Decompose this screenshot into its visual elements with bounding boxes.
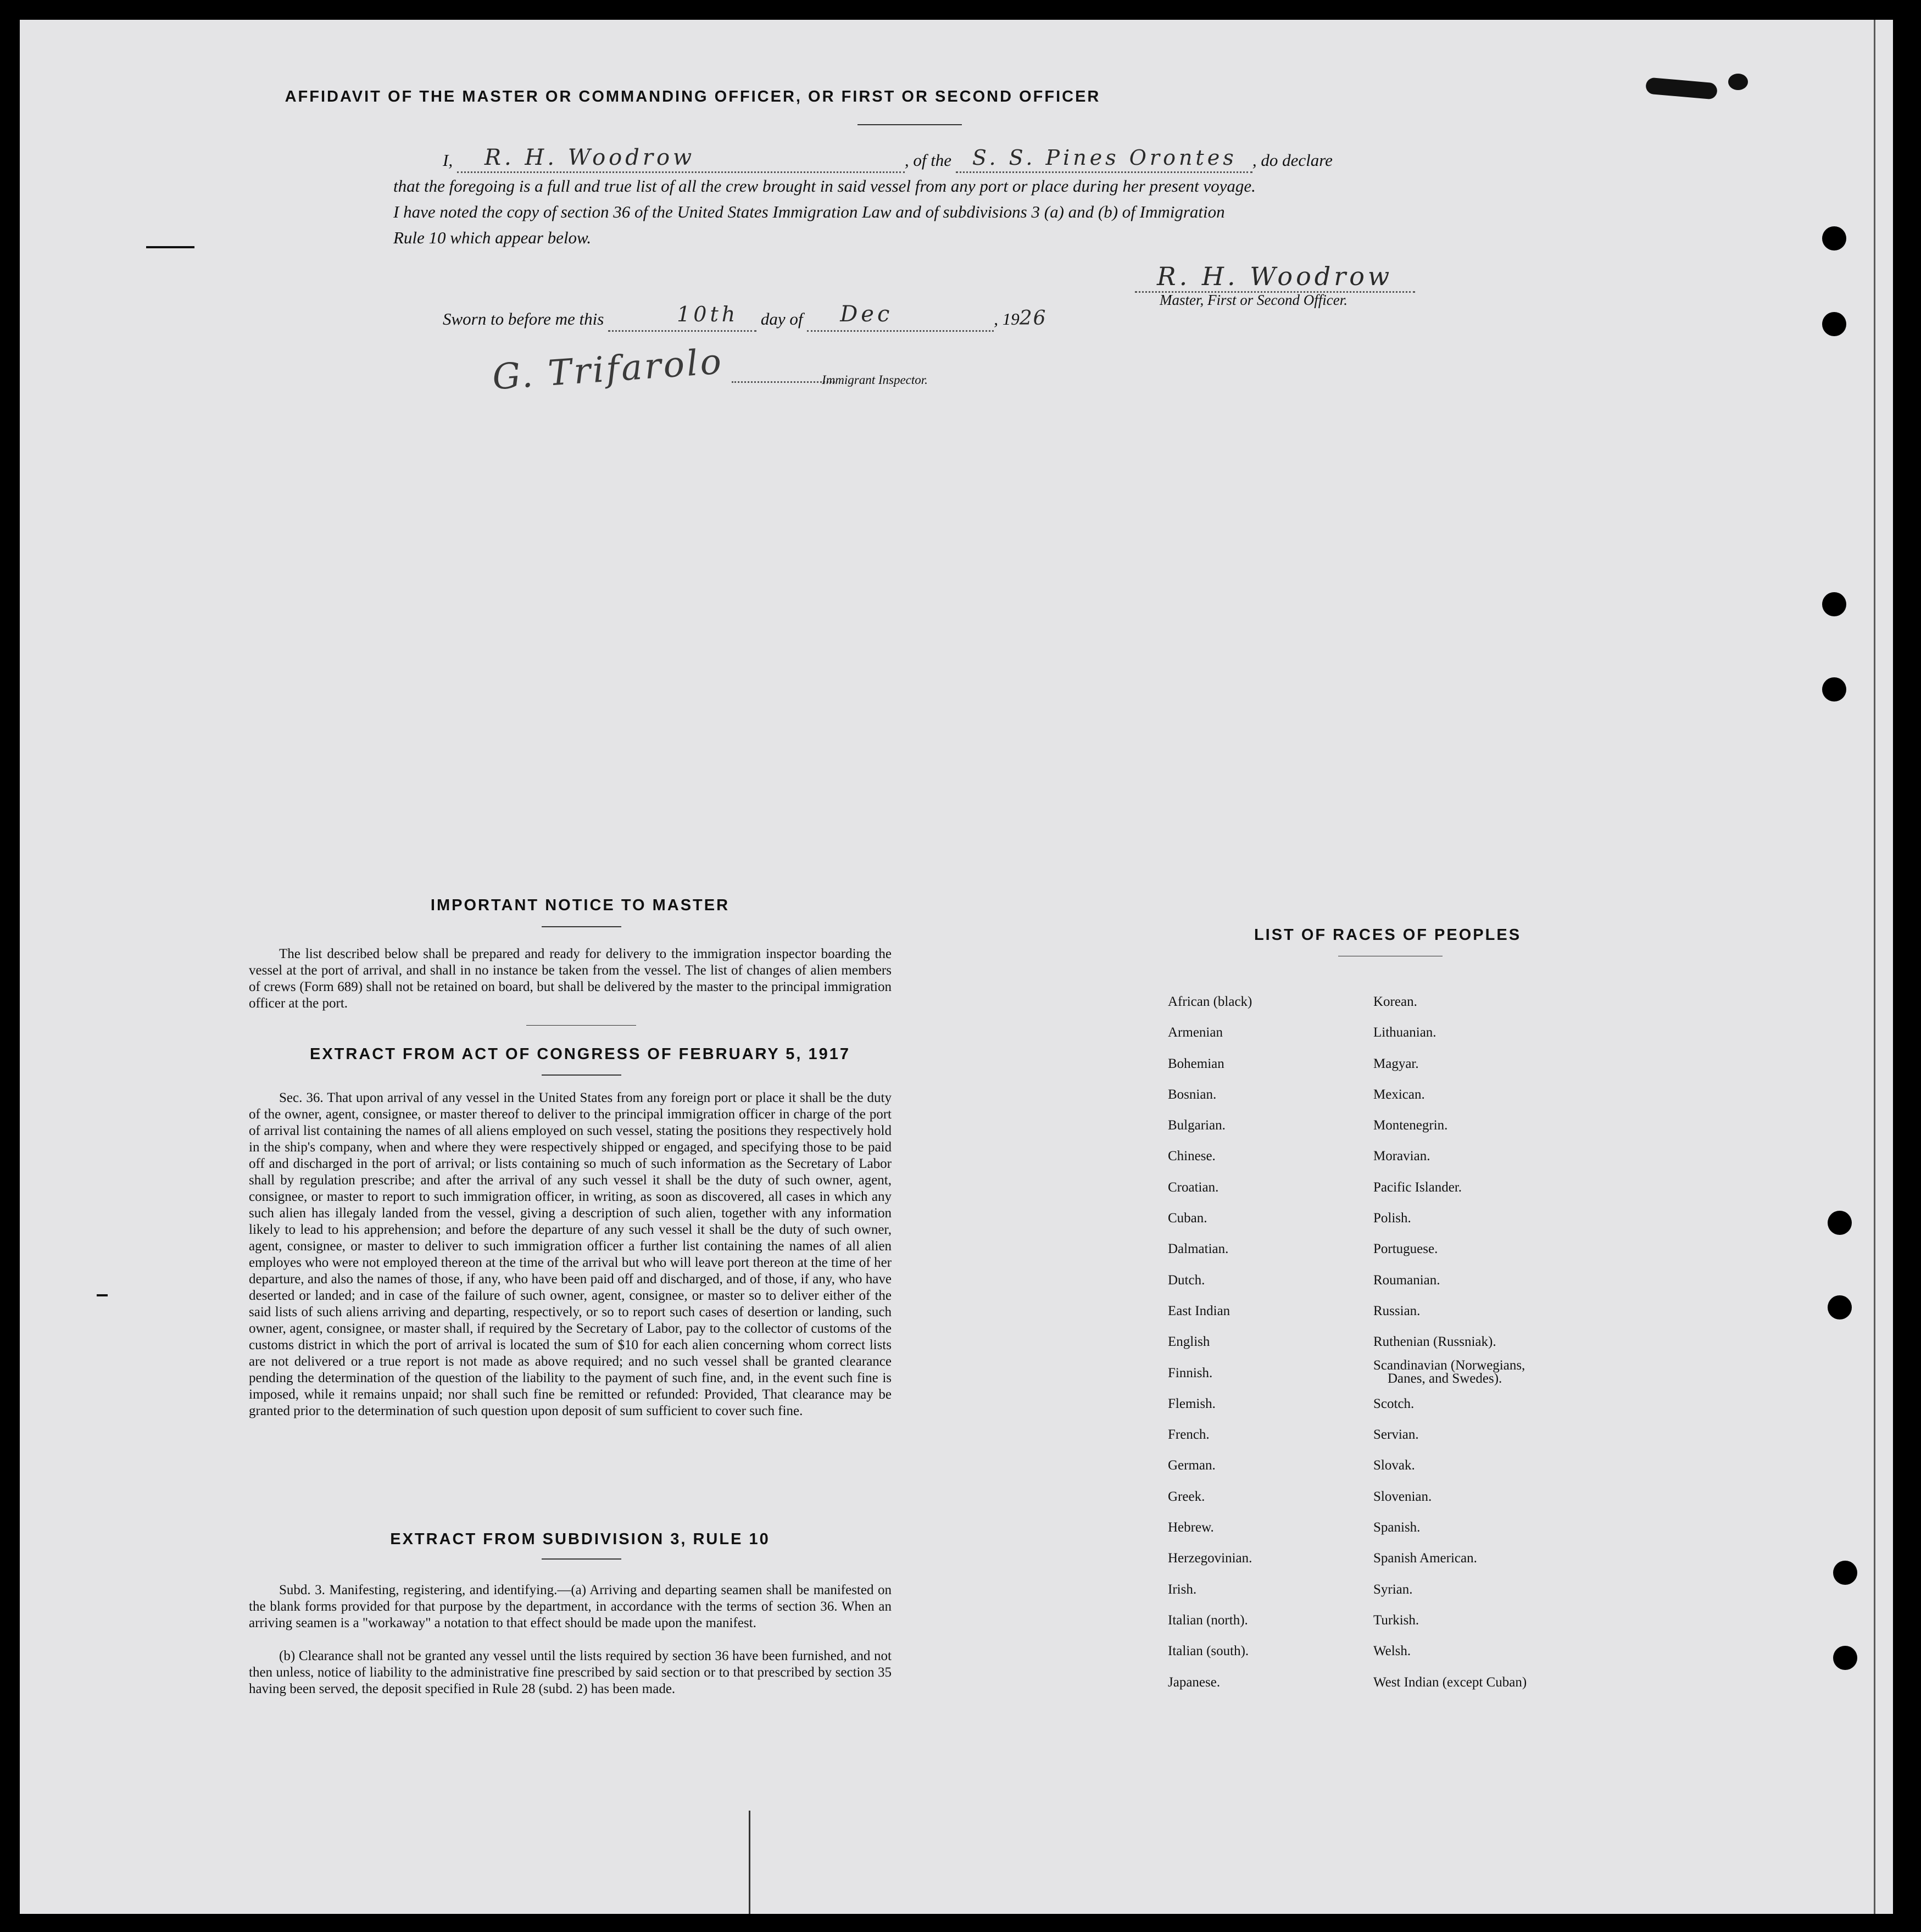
sworn-line xyxy=(443,302,1157,332)
punch-hole xyxy=(1828,1295,1852,1319)
punch-hole xyxy=(1833,1646,1857,1670)
race-item: Magyar. xyxy=(1373,1056,1419,1071)
race-item: African (black) xyxy=(1168,994,1252,1009)
race-item: Syrian. xyxy=(1373,1582,1413,1597)
master-signature-caption: Master, First or Second Officer. xyxy=(1160,292,1348,308)
notice-title: IMPORTANT NOTICE TO MASTER xyxy=(430,897,730,914)
race-item: Polish. xyxy=(1373,1211,1411,1226)
race-item: French. xyxy=(1168,1427,1210,1443)
year-prefix-label: , 19 xyxy=(994,309,1020,329)
act-title-rule xyxy=(542,1074,621,1076)
month-field xyxy=(807,302,994,332)
punch-hole xyxy=(1822,312,1846,336)
rule-title-rule xyxy=(542,1558,621,1560)
vessel-name-field xyxy=(956,146,1252,173)
race-item: Moravian. xyxy=(1373,1149,1430,1164)
race-item: Greek. xyxy=(1168,1489,1205,1504)
race-item: Dutch. xyxy=(1168,1272,1205,1288)
races-column-1 xyxy=(1168,987,1366,1698)
day-field xyxy=(608,302,756,332)
of-the-label: , of the xyxy=(904,151,952,170)
race-item: Mexican. xyxy=(1373,1087,1425,1102)
race-item: Lithuanian. xyxy=(1373,1025,1436,1040)
ink-smudge xyxy=(1645,77,1718,99)
race-item: East Indian xyxy=(1168,1303,1230,1318)
race-item: Italian (south). xyxy=(1168,1644,1249,1659)
race-item xyxy=(1373,1358,1626,1389)
punch-hole xyxy=(1822,226,1846,250)
margin-tick xyxy=(97,1294,108,1296)
race-item: Montenegrin. xyxy=(1373,1118,1448,1133)
race-item: English xyxy=(1168,1334,1210,1350)
rule-para-b: (b) Clearance shall not be granted any vessel until the lists required by section 36 have been furnished, and not then unless, notice of liability to the administrative fine prescribed by said section or to that prescribed by section 35 having been served, the deposit specified in Rule 28 (subd. 2) has been made. xyxy=(249,1649,892,1696)
punch-hole xyxy=(1822,677,1846,701)
race-item: Korean. xyxy=(1373,994,1417,1009)
race-item: Slovenian. xyxy=(1373,1489,1432,1504)
race-item: Turkish. xyxy=(1373,1612,1419,1628)
do-declare-label: , do declare xyxy=(1252,151,1333,170)
race-item: Finnish. xyxy=(1168,1365,1213,1380)
affidavit-line-2: that the foregoing is a full and true list of all the crew brought in said vessel from any port or place during her present voyage. xyxy=(393,176,1256,196)
race-item: Japanese. xyxy=(1168,1674,1221,1690)
race-item-scandinavian-cont: Danes, and Swedes). xyxy=(1388,1371,1502,1386)
sworn-label: Sworn to before me this xyxy=(443,309,604,329)
race-item: Cuban. xyxy=(1168,1211,1207,1226)
race-item: Spanish. xyxy=(1373,1520,1421,1535)
race-item: Roumanian. xyxy=(1373,1272,1440,1288)
race-item: Slovak. xyxy=(1373,1458,1415,1473)
race-item: Hebrew. xyxy=(1168,1520,1214,1535)
affidavit-line-1 xyxy=(443,147,1448,173)
punch-hole xyxy=(1822,592,1846,616)
punch-hole xyxy=(1833,1561,1857,1585)
right-edge-line xyxy=(1874,20,1875,1914)
race-item: Armenian xyxy=(1168,1025,1223,1040)
race-item-scandinavian: Scandinavian (Norwegians, xyxy=(1373,1357,1525,1373)
punch-hole xyxy=(1828,1211,1852,1235)
master-name-handwriting: R. H. Woodrow xyxy=(484,145,695,170)
race-item: Russian. xyxy=(1373,1303,1421,1318)
affidavit-title: AFFIDAVIT OF THE MASTER OR COMMANDING OFFICER, OR FIRST OR SECOND OFFICER xyxy=(285,88,1101,105)
affidavit-line-4: Rule 10 which appear below. xyxy=(393,228,592,247)
day-handwriting: 10th xyxy=(677,302,739,326)
master-name-field xyxy=(457,145,905,173)
race-item: Spanish American. xyxy=(1373,1551,1477,1566)
race-item: Servian. xyxy=(1373,1427,1419,1443)
race-item: Dalmatian. xyxy=(1168,1241,1229,1257)
race-item: Ruthenian (Russniak). xyxy=(1373,1334,1496,1350)
race-item: Welsh. xyxy=(1373,1644,1411,1659)
race-item: Herzegovinian. xyxy=(1168,1551,1252,1566)
race-item: Italian (north). xyxy=(1168,1612,1248,1628)
vessel-name-handwriting: S. S. Pines Orontes xyxy=(972,146,1237,170)
race-item: Croatian. xyxy=(1168,1179,1219,1195)
affidavit-line-3: I have noted the copy of section 36 of the United States Immigration Law and of subdivisions 3 (a) and (b) of Immigration xyxy=(393,202,1225,221)
race-item: West Indian (except Cuban) xyxy=(1373,1674,1527,1690)
race-item: Bosnian. xyxy=(1168,1087,1217,1102)
notice-body: The list described below shall be prepared and ready for delivery to the immigration inspector boarding the vessel at the port of arrival, and shall in no instance be taken from the vessel. The list of changes of alien members of crews (Form 689) shall not be retained on board, but shall be delivered by the master to the principal immigration officer at the port. xyxy=(249,946,892,1011)
year-handwriting: 26 xyxy=(1019,307,1047,330)
master-signature: R. H. Woodrow xyxy=(1135,261,1415,293)
month-handwriting: Dec xyxy=(840,302,893,327)
race-item: Scotch. xyxy=(1373,1396,1415,1411)
races-column-2 xyxy=(1373,987,1626,1698)
inspector-signature: G. Trifarolo xyxy=(491,341,725,398)
affidavit-i-label: I, xyxy=(443,151,453,170)
notice-title-rule xyxy=(542,926,621,927)
rule-title: EXTRACT FROM SUBDIVISION 3, RULE 10 xyxy=(390,1530,770,1548)
margin-dash xyxy=(146,246,194,248)
race-item: Bohemian xyxy=(1168,1056,1224,1071)
race-item: German. xyxy=(1168,1458,1216,1473)
fold-mark xyxy=(749,1811,750,1914)
ink-smudge xyxy=(1728,74,1748,90)
affidavit-title-rule xyxy=(858,124,962,125)
act-body: Sec. 36. That upon arrival of any vessel in the United States from any foreign port or place it shall be the duty of the owner, agent, consignee, or master thereof to deliver to the principal immigration officer in charge of the port of arrival list containing the names of all aliens employed on such vessel, stating the positions they respectively hold in the ship's company, when and where they were respectively shipped or engaged, and specifying those to be paid off and discharged in the port of arrival; or lists containing so much of such information as the Secretary of Labor shall by regulation prescribe; and after the arrival of any such vessel it shall be the duty of such owner, agent, consignee, or master to report to such immigration officer, in writing, as soon as discovered, all cases in which any such alien has illegaly landed from the vessel, giving a description of such alien, together with any information likely to lead to his apprehension; and before the departure of any such vessel it shall be the duty of such owner, agent, consignee, or master to deliver to such immigration officer a further list containing the names of all alien employes who were not employed thereon at the time of the arrival but who will leave port thereon at the time of her departure, and also the names of those, if any, who have been paid off and discharged, and of those, if any, who have deserted or landed; and in case of the failure of such owner, agent, consignee, or master so to deliver either of the said lists of such aliens arriving and departing, respectively, or so to report such cases of desertion or landing, such owner, agent, consignee, or master shall, if required by the Secretary of Labor, pay to the collector of customs of the customs district in which the port of arrival is located the sum of $10 for each alien concerning whom correct lists are not delivered or a true report is not made as above required; and no such vessel shall be granted clearance pending the determination of the question of the liability to the payment of such fine, and, in the event such fine is imposed, while it remains unpaid; nor shall such fine be remitted or refunded: Provided, That clearance may be granted prior to the determination of such question upon deposit of sum sufficient to cover such fine. xyxy=(249,1090,892,1418)
races-title: LIST OF RACES OF PEOPLES xyxy=(1254,926,1522,944)
document-page xyxy=(20,20,1893,1914)
act-title: EXTRACT FROM ACT OF CONGRESS OF FEBRUARY 5, 1917 xyxy=(309,1045,851,1063)
inspector-caption: Immigrant Inspector. xyxy=(822,373,928,387)
race-item: Irish. xyxy=(1168,1582,1197,1597)
notice-separator xyxy=(526,1025,636,1026)
race-item: Bulgarian. xyxy=(1168,1118,1226,1133)
race-item: Flemish. xyxy=(1168,1396,1216,1411)
race-item: Pacific Islander. xyxy=(1373,1179,1462,1195)
rule-para-a: Subd. 3. Manifesting, registering, and identifying.—(a) Arriving and departing seamen shall be manifested on the blank forms provided for that purpose by the department, in accordance with the terms of section 36. When an arriving seamen is a "workaway" a notation to that effect should be made upon the manifest. xyxy=(249,1583,892,1630)
inspector-signature-line xyxy=(732,381,835,383)
day-of-label: day of xyxy=(760,309,803,329)
race-item: Portuguese. xyxy=(1373,1241,1438,1257)
race-item: Chinese. xyxy=(1168,1149,1216,1164)
